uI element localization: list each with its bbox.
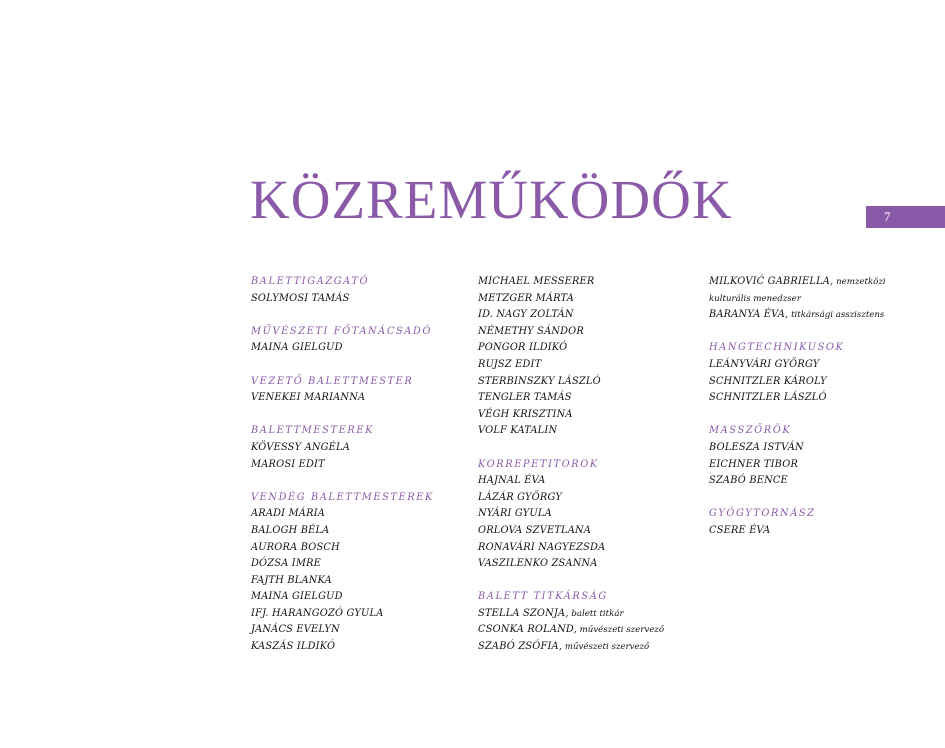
credit-name: VASZILENKO ZSANNA	[478, 558, 598, 570]
credit-name: TENGLER TAMÁS	[478, 392, 572, 404]
credit-name: IFJ. HARANGOZÓ GYULA	[251, 607, 384, 619]
section-heading: VEZETŐ BALETTMESTER	[251, 375, 414, 387]
credit-name: METZGER MÁRTA	[478, 292, 574, 304]
credit-section	[251, 274, 471, 307]
credit-name: RONAVÁRI NAGYEZSDA	[478, 541, 606, 553]
credit-section	[478, 274, 703, 440]
section-heading: HANGTECHNIKUSOK	[709, 342, 845, 354]
credit-name: HAJNAL ÉVA	[478, 475, 546, 487]
credit-section	[478, 589, 703, 655]
credits-column-2	[478, 274, 703, 672]
credit-name: ORLOVA SZVETLANA	[478, 524, 592, 536]
credit-name: kulturális menedzser	[709, 293, 801, 304]
credit-name: SOLYMOSI TAMÁS	[251, 292, 350, 304]
credit-name: ID. NAGY ZOLTÁN	[478, 309, 574, 321]
credit-name: VÉGH KRISZTINA	[478, 408, 573, 420]
credit-name: SCHNITZLER LÁSZLÓ	[709, 392, 827, 404]
section-heading: MASSZŐRÖK	[709, 425, 792, 437]
page-title: KÖZREMŰKÖDŐK	[250, 169, 733, 230]
credit-section	[251, 324, 471, 357]
credit-name: KÖVESSY ANGÉLA	[251, 441, 350, 453]
credit-name: STELLA SZONJA, balett titkár	[478, 607, 624, 619]
credit-name: SZABÓ ZSÓFIA, művészeti szervező	[478, 641, 650, 653]
credit-name: LEÁNYVÁRI GYÖRGY	[709, 358, 820, 370]
credit-name: NÉMETHY SÁNDOR	[478, 325, 584, 337]
credit-section	[251, 490, 471, 656]
credits-column-3	[709, 274, 945, 556]
credit-name: SCHNITZLER KÁROLY	[709, 375, 827, 387]
section-heading: MŰVÉSZETI FŐTANÁCSADÓ	[251, 325, 433, 337]
credit-section	[709, 340, 945, 406]
credit-name: AURORA BOSCH	[251, 541, 340, 553]
credit-name: SZABÓ BENCE	[709, 475, 788, 487]
credit-section	[251, 423, 471, 473]
credit-name: CSERE ÉVA	[709, 524, 771, 536]
credit-name: ARADI MÁRIA	[251, 508, 325, 520]
credit-name: LÁZÁR GYÖRGY	[478, 491, 563, 503]
credits-column-1	[251, 274, 471, 672]
credit-name: CSONKA ROLAND, művészeti szervező	[478, 624, 664, 636]
credit-section	[709, 274, 945, 324]
credit-name: KASZÁS ILDIKÓ	[251, 641, 336, 653]
credit-name: VENEKEI MARIANNA	[251, 392, 366, 404]
credit-name: DÓZSA IMRE	[251, 558, 322, 570]
credit-name: VOLF KATALIN	[478, 425, 558, 437]
credit-section	[709, 506, 945, 539]
credit-name: EICHNER TIBOR	[709, 458, 799, 470]
credit-name: MAINA GIELGUD	[251, 591, 343, 603]
credit-name: MAINA GIELGUD	[251, 342, 343, 354]
credit-name: STERBINSZKY LÁSZLÓ	[478, 375, 601, 387]
credit-name: PONGOR ILDIKÓ	[478, 342, 568, 354]
credit-name: MILKOVIĆ GABRIELLA, nemzetközi	[709, 276, 886, 287]
credit-name: BARANYA ÉVA, titkársági asszisztens	[709, 309, 885, 321]
section-heading: GYÓGYTORNÁSZ	[709, 508, 816, 520]
section-heading: BALETTIGAZGATÓ	[251, 276, 370, 287]
credit-section	[709, 423, 945, 489]
section-heading: BALETTMESTEREK	[251, 425, 375, 437]
credit-name: MICHAEL MESSERER	[478, 276, 595, 287]
credit-name: FAJTH BLANKA	[251, 574, 332, 586]
credit-name: MAROSI EDIT	[251, 458, 325, 470]
credit-name: JANÁCS EVELYN	[251, 624, 340, 636]
credit-name: BALOGH BÉLA	[251, 524, 330, 536]
credit-name: NYÁRI GYULA	[478, 508, 552, 520]
credit-name: RUJSZ EDIT	[478, 358, 542, 370]
section-heading: KORREPETITOROK	[478, 458, 599, 470]
section-heading: VENDÉG BALETTMESTEREK	[251, 491, 434, 503]
credit-section	[478, 457, 703, 573]
page-number-tab: 7	[866, 206, 945, 228]
credit-name: BOLESZA ISTVÁN	[709, 441, 804, 453]
credit-section	[251, 374, 471, 407]
section-heading: BALETT TITKÁRSÁG	[478, 591, 608, 603]
